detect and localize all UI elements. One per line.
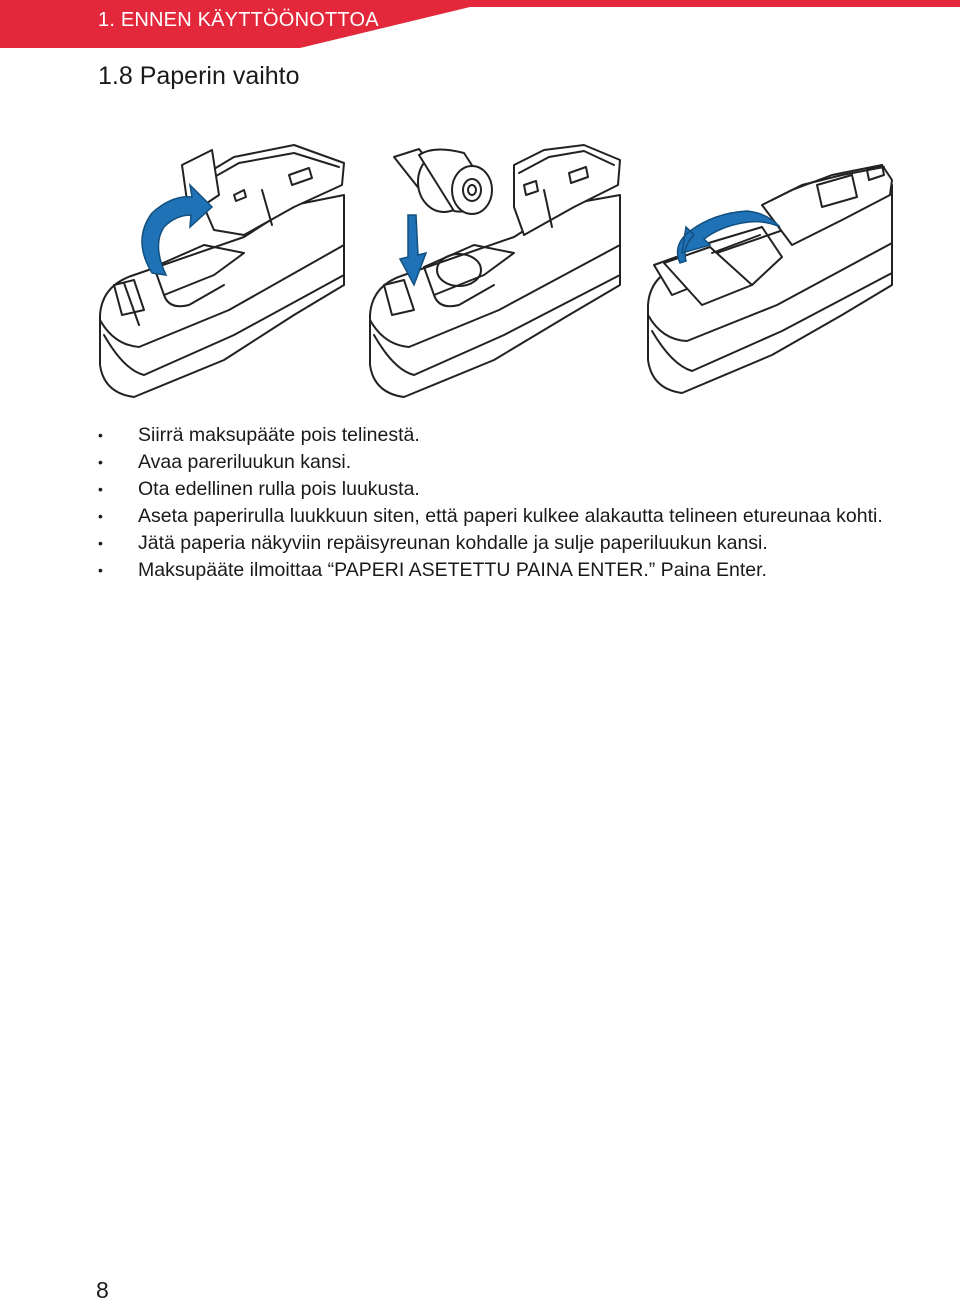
step-text: Maksupääte ilmoittaa “PAPERI ASETETTU PAINA ENTER.” Paina Enter. [138, 559, 767, 581]
bullet: • [98, 562, 103, 578]
bullet: • [98, 454, 103, 470]
chapter-title: 1. ENNEN KÄYTTÖÖNOTTOA [98, 9, 379, 31]
step-text: Avaa pareriluukun kansi. [138, 451, 352, 473]
close-paper-lid-icon [642, 135, 894, 403]
step-text: Aseta paperirulla luukkuun siten, että paperi kulkee alakautta telineen etureunaa kohti. [138, 505, 883, 527]
section-title: 1.8 Paperin vaihto [98, 62, 300, 90]
bullet: • [98, 481, 103, 497]
page-number: 8 [96, 1277, 109, 1303]
step-text: Siirrä maksupääte pois telinestä. [138, 424, 420, 446]
list-item [98, 557, 888, 584]
step-text: Ota edellinen rulla pois luukusta. [138, 478, 420, 500]
list-item [98, 422, 888, 449]
bullet: • [98, 508, 103, 524]
bullet: • [98, 427, 103, 443]
list-item [98, 449, 888, 476]
step-text: Jätä paperia näkyviin repäisyreunan kohdalle ja sulje paperiluukun kansi. [138, 532, 768, 554]
open-paper-lid-icon [94, 135, 346, 403]
insert-paper-roll-icon [364, 135, 622, 403]
instruction-list [98, 422, 888, 584]
bullet: • [98, 535, 103, 551]
list-item [98, 476, 888, 503]
list-item [98, 530, 888, 557]
list-item [98, 503, 888, 530]
